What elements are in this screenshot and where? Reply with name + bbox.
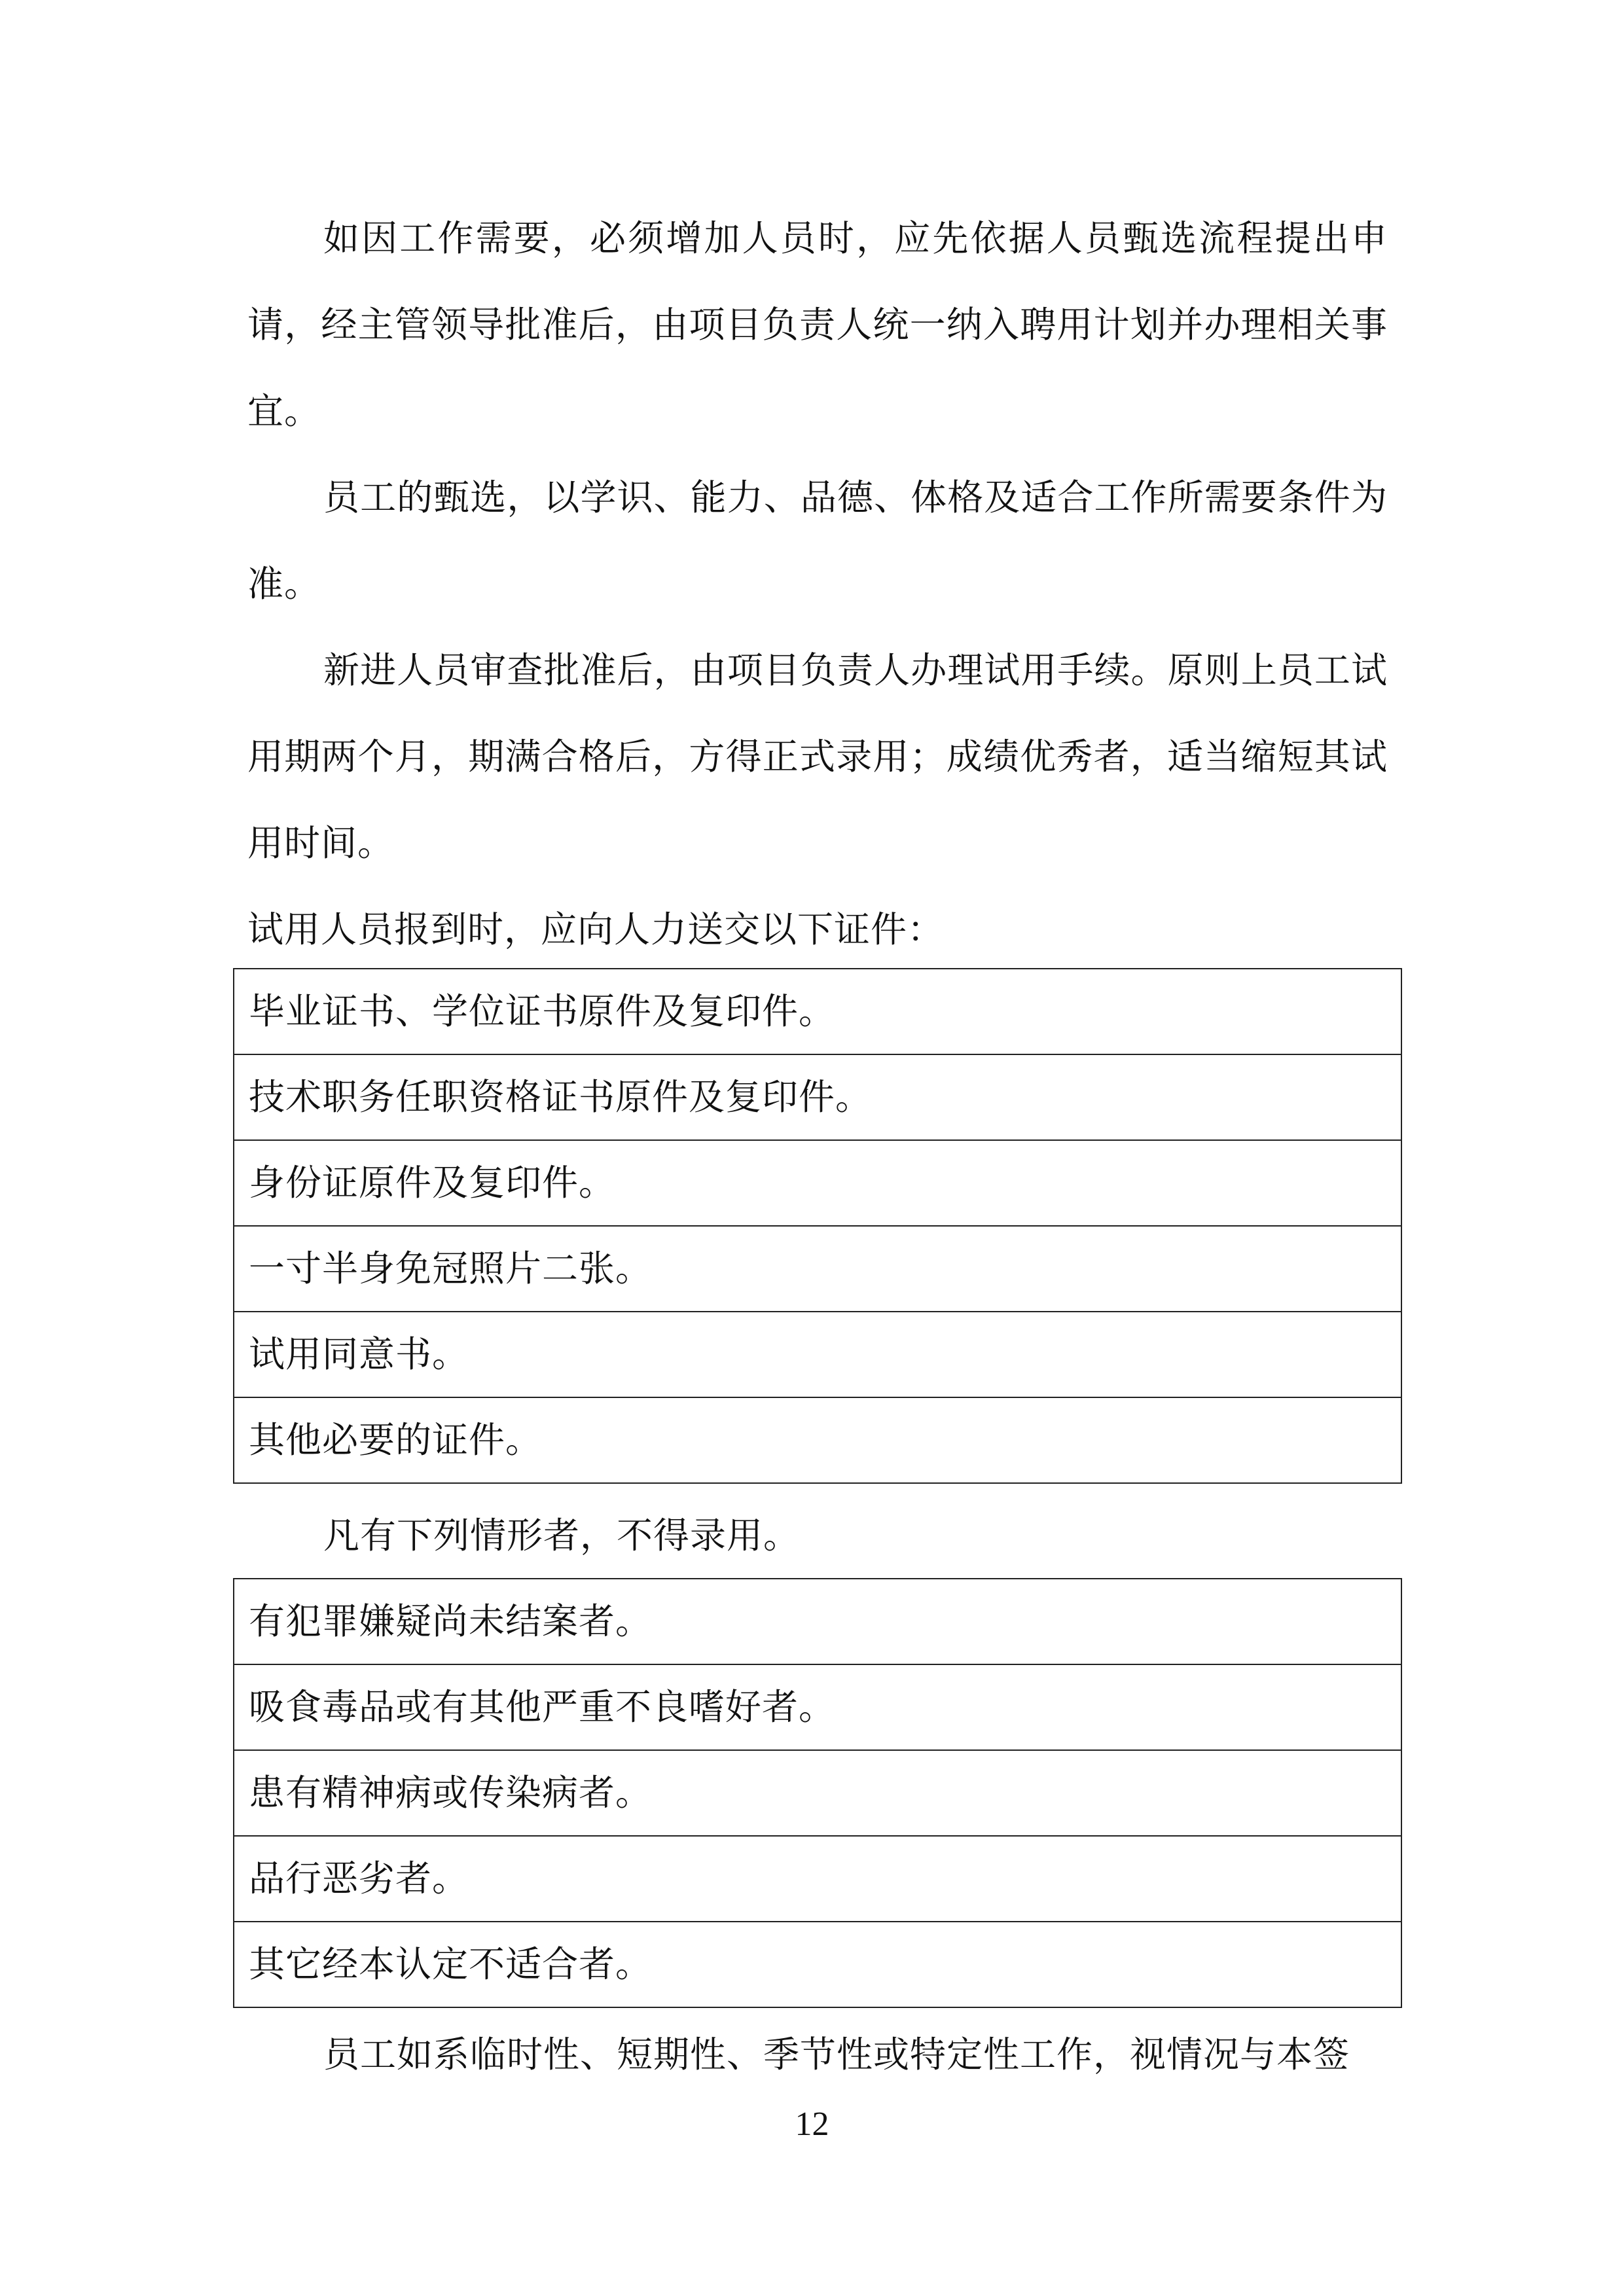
table-row: [234, 1922, 1401, 2007]
table-cell: 其它经本认定不适合者。: [234, 1922, 1401, 2007]
paragraph-staffing-request: 如因工作需要，必须增加人员时，应先依据人员甄选流程提出申请，经主管领导批准后，由项目负责人统一纳入聘用计划并办理相关事宜。: [247, 217, 1388, 432]
table-row: [234, 1140, 1401, 1226]
table-row: [234, 1750, 1401, 1836]
paragraph-exclusions-intro: 凡有下列情形者，不得录用。: [323, 1515, 801, 1556]
paragraph-temporary-staff: 员工如系临时性、短期性、季节性或特定性工作，视情况与本签: [323, 2034, 1350, 2075]
table-row: [234, 969, 1401, 1054]
table-cell: 技术职务任职资格证书原件及复印件。: [234, 1054, 1401, 1140]
table-cell: 一寸半身免冠照片二张。: [234, 1226, 1401, 1312]
exclusions-table: [233, 1578, 1402, 2008]
table-cell: 品行恶劣者。: [234, 1836, 1401, 1922]
table-cell: 其他必要的证件。: [234, 1397, 1401, 1483]
table-cell: 身份证原件及复印件。: [234, 1140, 1401, 1226]
table-cell: 毕业证书、学位证书原件及复印件。: [234, 969, 1401, 1054]
paragraph-selection-criteria: 员工的甄选，以学识、能力、品德、体格及适合工作所需要条件为准。: [247, 476, 1388, 605]
table-cell: 患有精神病或传染病者。: [234, 1750, 1401, 1836]
table-row: [234, 1579, 1401, 1664]
documents-table: [233, 968, 1402, 1484]
page-number: 12: [795, 2106, 829, 2143]
table-row: [234, 1836, 1401, 1922]
table-cell: 试用同意书。: [234, 1312, 1401, 1397]
paragraph-documents-intro: 试用人员报到时，应向人力送交以下证件：: [247, 908, 945, 950]
table-cell: 有犯罪嫌疑尚未结案者。: [234, 1579, 1401, 1664]
table-row: [234, 1054, 1401, 1140]
table-cell: 吸食毒品或有其他严重不良嗜好者。: [234, 1664, 1401, 1750]
table-row: [234, 1312, 1401, 1397]
paragraph-probation: 新进人员审查批准后，由项目负责人办理试用手续。原则上员工试用期两个月，期满合格后，方得正式录用；成绩优秀者，适当缩短其试用时间。: [247, 649, 1388, 864]
table-row: [234, 1226, 1401, 1312]
table-row: [234, 1397, 1401, 1483]
table-row: [234, 1664, 1401, 1750]
